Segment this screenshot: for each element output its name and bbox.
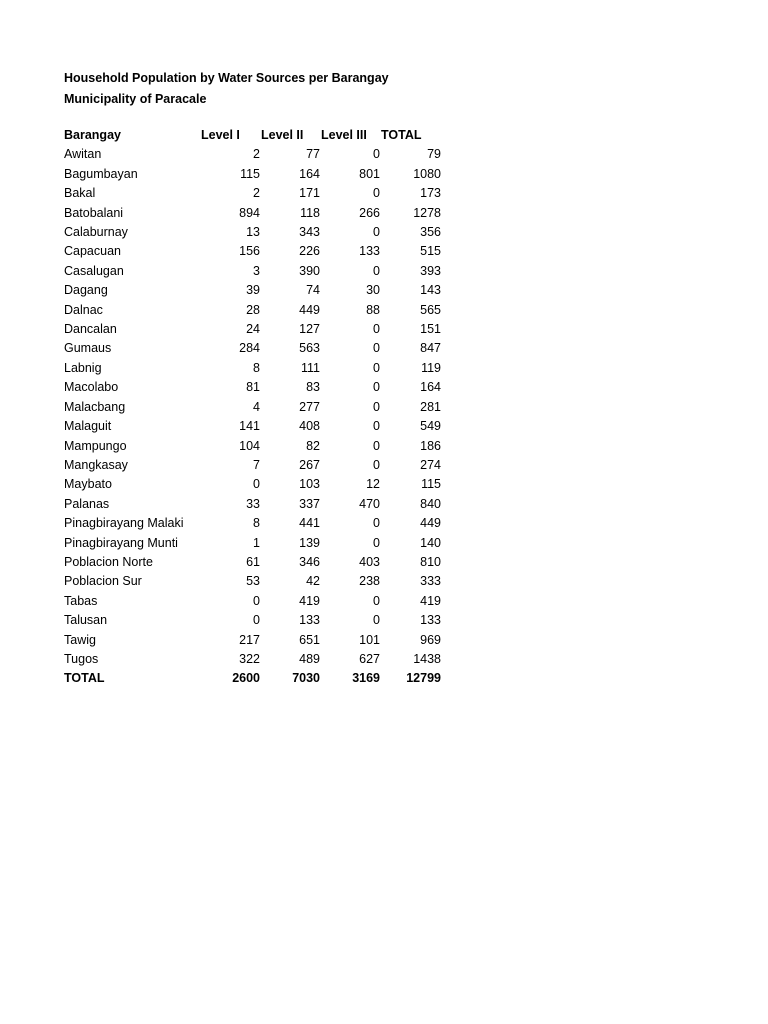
cell-level-2: 171 <box>299 186 320 201</box>
cell-total: 1080 <box>413 166 441 181</box>
cell-level-3: 403 <box>359 554 380 569</box>
table-row <box>64 534 441 553</box>
cell-level-2: 77 <box>306 147 320 162</box>
cell-level-2: 42 <box>306 574 320 589</box>
cell-total: 449 <box>420 516 441 531</box>
cell-level-3: 0 <box>373 516 380 531</box>
cell-barangay: Tawig <box>64 632 96 647</box>
table-row <box>64 204 441 223</box>
cell-barangay: Tugos <box>64 651 99 666</box>
cell-total: 281 <box>420 399 441 414</box>
cell-level-1: 3 <box>253 263 260 278</box>
cell-level-3: 101 <box>359 632 380 647</box>
cell-level-2: 74 <box>306 283 320 298</box>
table-row <box>64 223 441 242</box>
table-row <box>64 301 441 320</box>
total-level-1: 2600 <box>232 671 260 686</box>
cell-level-2: 164 <box>299 166 320 181</box>
cell-barangay: Tabas <box>64 593 98 608</box>
cell-total: 1438 <box>413 651 441 666</box>
total-label: TOTAL <box>64 671 105 686</box>
cell-level-2: 226 <box>299 244 320 259</box>
header-level-1: Level I <box>201 128 240 142</box>
cell-total: 173 <box>420 186 441 201</box>
cell-level-1: 81 <box>246 380 260 395</box>
cell-level-1: 894 <box>239 205 260 220</box>
header-barangay: Barangay <box>64 128 121 142</box>
cell-level-1: 284 <box>239 341 260 356</box>
document-subtitle: Municipality of Paracale <box>64 92 207 106</box>
table-row <box>64 495 441 514</box>
table-row <box>64 572 441 591</box>
table-row <box>64 611 441 630</box>
cell-level-1: 61 <box>246 554 260 569</box>
cell-level-1: 4 <box>253 399 260 414</box>
cell-level-2: 277 <box>299 399 320 414</box>
cell-level-3: 30 <box>366 283 380 298</box>
cell-barangay: Poblacion Norte <box>64 554 153 569</box>
cell-level-3: 0 <box>373 186 380 201</box>
cell-level-1: 53 <box>246 574 260 589</box>
cell-total: 393 <box>420 263 441 278</box>
cell-total: 333 <box>420 574 441 589</box>
cell-total: 164 <box>420 380 441 395</box>
cell-level-3: 0 <box>373 535 380 550</box>
cell-level-1: 217 <box>239 632 260 647</box>
cell-level-3: 470 <box>359 496 380 511</box>
cell-barangay: Poblacion Sur <box>64 574 142 589</box>
cell-total: 549 <box>420 419 441 434</box>
table-row <box>64 398 441 417</box>
header-total: TOTAL <box>381 128 422 142</box>
cell-barangay: Bakal <box>64 186 96 201</box>
cell-level-1: 7 <box>253 457 260 472</box>
table-row <box>64 339 441 358</box>
cell-total: 356 <box>420 225 441 240</box>
cell-total: 143 <box>420 283 441 298</box>
cell-level-2: 408 <box>299 419 320 434</box>
cell-total: 274 <box>420 457 441 472</box>
cell-level-2: 419 <box>299 593 320 608</box>
table-row <box>64 592 441 611</box>
cell-level-1: 322 <box>239 651 260 666</box>
water-sources-table <box>64 126 441 689</box>
document <box>64 68 704 689</box>
cell-barangay: Dagang <box>64 283 108 298</box>
cell-level-3: 801 <box>359 166 380 181</box>
cell-level-2: 343 <box>299 225 320 240</box>
cell-level-2: 139 <box>299 535 320 550</box>
cell-level-1: 24 <box>246 322 260 337</box>
cell-level-2: 489 <box>299 651 320 666</box>
cell-barangay: Dancalan <box>64 322 117 337</box>
table-row <box>64 145 441 164</box>
table-row <box>64 437 441 456</box>
cell-barangay: Palanas <box>64 496 110 511</box>
cell-level-3: 238 <box>359 574 380 589</box>
table-row <box>64 631 441 650</box>
cell-total: 419 <box>420 593 441 608</box>
table-row <box>64 281 441 300</box>
cell-level-3: 0 <box>373 438 380 453</box>
cell-level-1: 28 <box>246 302 260 317</box>
cell-total: 140 <box>420 535 441 550</box>
cell-level-2: 83 <box>306 380 320 395</box>
cell-level-1: 1 <box>253 535 260 550</box>
table-row <box>64 417 441 436</box>
cell-level-3: 0 <box>373 147 380 162</box>
total-level-2: 7030 <box>292 671 320 686</box>
table-total-row <box>64 669 441 688</box>
cell-barangay: Batobalani <box>64 205 124 220</box>
cell-total: 969 <box>420 632 441 647</box>
cell-total: 79 <box>427 147 441 162</box>
cell-level-1: 33 <box>246 496 260 511</box>
cell-barangay: Macolabo <box>64 380 119 395</box>
cell-level-3: 88 <box>366 302 380 317</box>
table-row <box>64 359 441 378</box>
table-row <box>64 262 441 281</box>
cell-level-2: 118 <box>300 205 320 220</box>
cell-level-3: 0 <box>373 457 380 472</box>
cell-barangay: Pinagbirayang Malaki <box>64 516 184 531</box>
table-row <box>64 456 441 475</box>
cell-barangay: Labnig <box>64 360 102 375</box>
cell-level-2: 390 <box>299 263 320 278</box>
cell-level-3: 133 <box>359 244 380 259</box>
table-row <box>64 242 441 261</box>
cell-barangay: Maybato <box>64 477 112 492</box>
cell-level-1: 0 <box>253 477 260 492</box>
table-row <box>64 650 441 669</box>
cell-barangay: Bagumbayan <box>64 166 138 181</box>
cell-total: 1278 <box>413 205 441 220</box>
cell-level-2: 111 <box>300 360 320 375</box>
cell-total: 115 <box>421 477 441 492</box>
cell-level-2: 127 <box>299 322 320 337</box>
cell-total: 133 <box>420 613 441 628</box>
table-row <box>64 378 441 397</box>
cell-level-1: 0 <box>253 593 260 608</box>
header-level-2: Level II <box>261 128 304 142</box>
cell-barangay: Mampungo <box>64 438 127 453</box>
cell-level-3: 0 <box>373 613 380 628</box>
cell-level-1: 0 <box>253 613 260 628</box>
cell-total: 810 <box>420 554 441 569</box>
cell-level-3: 0 <box>373 399 380 414</box>
cell-barangay: Mangkasay <box>64 457 128 472</box>
cell-level-2: 337 <box>299 496 320 511</box>
cell-barangay: Malaguit <box>64 419 112 434</box>
cell-level-3: 12 <box>366 477 380 492</box>
table-row <box>64 320 441 339</box>
table-row <box>64 514 441 533</box>
cell-level-2: 82 <box>306 438 320 453</box>
cell-level-1: 156 <box>239 244 260 259</box>
header-level-3: Level III <box>321 128 367 142</box>
cell-level-1: 13 <box>246 225 260 240</box>
cell-level-3: 0 <box>373 380 380 395</box>
cell-level-3: 0 <box>373 263 380 278</box>
cell-level-2: 267 <box>299 457 320 472</box>
cell-total: 186 <box>420 438 441 453</box>
table-header-row <box>64 126 441 145</box>
cell-total: 151 <box>420 322 441 337</box>
cell-barangay: Dalnac <box>64 302 103 317</box>
cell-total: 840 <box>420 496 441 511</box>
cell-barangay: Gumaus <box>64 341 112 356</box>
table-row <box>64 475 441 494</box>
cell-level-3: 266 <box>359 205 380 220</box>
cell-level-3: 0 <box>373 419 380 434</box>
cell-level-3: 0 <box>373 322 380 337</box>
cell-level-2: 449 <box>299 302 320 317</box>
cell-total: 119 <box>421 360 441 375</box>
cell-level-1: 8 <box>253 360 260 375</box>
cell-barangay: Awitan <box>64 147 102 162</box>
cell-level-3: 627 <box>359 651 380 666</box>
cell-level-1: 104 <box>239 438 260 453</box>
cell-level-1: 141 <box>239 419 260 434</box>
cell-level-3: 0 <box>373 341 380 356</box>
cell-level-3: 0 <box>373 593 380 608</box>
cell-barangay: Talusan <box>64 613 108 628</box>
cell-level-2: 651 <box>299 632 320 647</box>
table-body <box>64 145 441 669</box>
cell-level-1: 39 <box>246 283 260 298</box>
cell-level-2: 441 <box>299 516 320 531</box>
cell-total: 847 <box>420 341 441 356</box>
cell-level-2: 563 <box>299 341 320 356</box>
cell-total: 515 <box>420 244 441 259</box>
cell-total: 565 <box>420 302 441 317</box>
cell-level-3: 0 <box>373 225 380 240</box>
cell-barangay: Malacbang <box>64 399 126 414</box>
document-title: Household Population by Water Sources per Barangay <box>64 71 389 85</box>
cell-barangay: Pinagbirayang Munti <box>64 535 178 550</box>
cell-level-2: 346 <box>299 554 320 569</box>
cell-barangay: Capacuan <box>64 244 121 259</box>
cell-level-1: 8 <box>253 516 260 531</box>
total-grand: 12799 <box>406 671 441 686</box>
cell-level-1: 2 <box>253 147 260 162</box>
cell-barangay: Casalugan <box>64 263 124 278</box>
table-row <box>64 165 441 184</box>
cell-level-1: 2 <box>253 186 260 201</box>
cell-barangay: Calaburnay <box>64 225 128 240</box>
cell-level-2: 103 <box>299 477 320 492</box>
cell-level-2: 133 <box>299 613 320 628</box>
table-row <box>64 553 441 572</box>
cell-level-3: 0 <box>373 360 380 375</box>
table-row <box>64 184 441 203</box>
cell-level-1: 115 <box>240 166 260 181</box>
total-level-3: 3169 <box>352 671 380 686</box>
spacer <box>64 110 704 126</box>
